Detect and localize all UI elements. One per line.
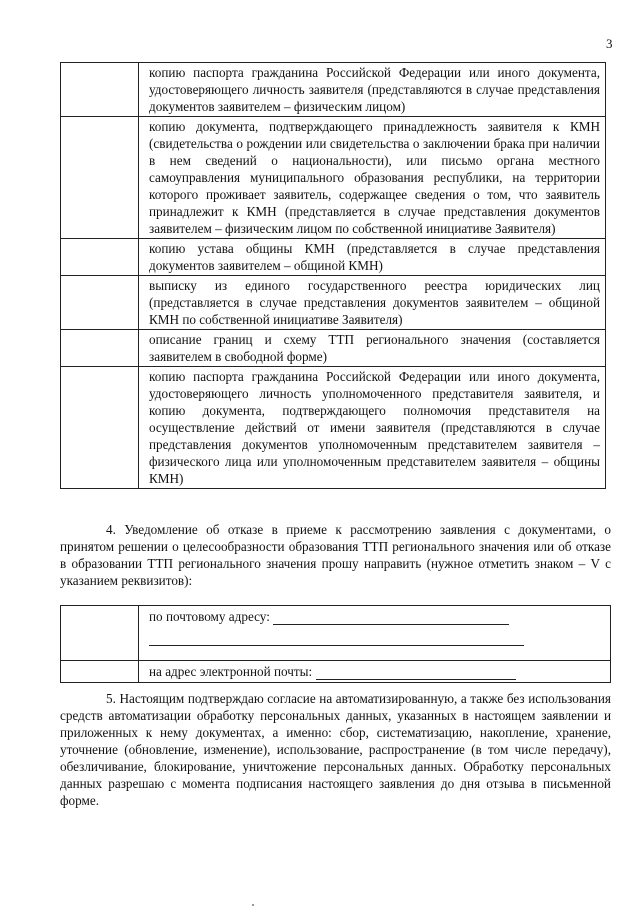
table-row — [61, 606, 611, 661]
checkbox-cell[interactable] — [61, 239, 139, 276]
postal-address-label: по почтовому адресу: — [149, 609, 270, 624]
table-row — [61, 367, 606, 489]
table-row — [61, 661, 611, 683]
checkbox-cell[interactable] — [61, 330, 139, 367]
email-checkbox-cell[interactable] — [61, 661, 139, 683]
checkbox-cell[interactable] — [61, 276, 139, 330]
checkbox-cell[interactable] — [61, 117, 139, 239]
postal-address-field-line2[interactable] — [149, 629, 524, 646]
table-row — [61, 276, 606, 330]
postal-checkbox-cell[interactable] — [61, 606, 139, 661]
table-row — [61, 117, 606, 239]
page-number: 3 — [606, 36, 613, 51]
document-item: копию паспорта гражданина Российской Федерации или иного документа, удостоверяющего личность уполномоченного представителя заявителя, и копию документа, подтверждающего полномочия представителя на осуществление действий от имени заявителя (представляются в случае представления документов уполномоченным представителем заявителя – физического лица или уполномоченным представителем заявителя – общины КМН) — [139, 367, 606, 489]
document-item: копию документа, подтверждающего принадлежность заявителя к КМН (свидетельства о рождении или свидетельства о заключении брака при наличии в нем сведений о национальности), или письмо органа местного самоуправления муниципального образования республики, на территории которого проживает заявитель, содержащее сведения о том, что заявитель принадлежит к КМН (представляется в случае представления документов заявителем – физическим лицом по собственной инициативе Заявителя) — [139, 117, 606, 239]
table-row — [61, 330, 606, 367]
document-item: описание границ и схему ТТП регионального значения (составляется заявителем в свободной форме) — [139, 330, 606, 367]
documents-table — [60, 62, 606, 489]
postal-address-field[interactable] — [273, 624, 509, 625]
document-item: копию устава общины КМН (представляется в случае представления документов заявителем – общиной КМН) — [139, 239, 606, 276]
paragraph-4: 4. Уведомление об отказе в приеме к рассмотрению заявления с документами, о принятом решении о целесообразности образования ТТП регионального значения или об отказе в образовании ТТП регионального значения прошу направить (нужное отметить знаком – V с указанием реквизитов): — [60, 522, 611, 588]
email-address-field[interactable] — [316, 679, 516, 680]
document-item: выписку из единого государственного реестра юридических лиц (представляется в случае представления документов заявителем – общиной КМН по собственной инициативе Заявителя) — [139, 276, 606, 330]
checkbox-cell[interactable] — [61, 367, 139, 489]
document-item: копию паспорта гражданина Российской Федерации или иного документа, удостоверяющего личность заявителя (представляются в случае представления документов заявителем – физическим лицом) — [139, 63, 606, 117]
checkbox-cell[interactable] — [61, 63, 139, 117]
email-address-label: на адрес электронной почты: — [149, 664, 313, 679]
table-row — [61, 63, 606, 117]
delivery-method-table — [60, 605, 611, 683]
paragraph-5: 5. Настоящим подтверждаю согласие на автоматизированную, а также без использования средств автоматизации обработку персональных данных, указанных в настоящем заявлении и приложенных к нему документах, а именно: сбор, систематизацию, накопление, хранение, уточнение (обновление, изменение), использование, распространение (в том числе передачу), обезличивание, блокирование, уничтожение персональных данных. Обработку персональных данных разрешаю с момента подписания настоящего заявления до дня отзыва в письменной форме. — [60, 691, 611, 808]
table-row — [61, 239, 606, 276]
